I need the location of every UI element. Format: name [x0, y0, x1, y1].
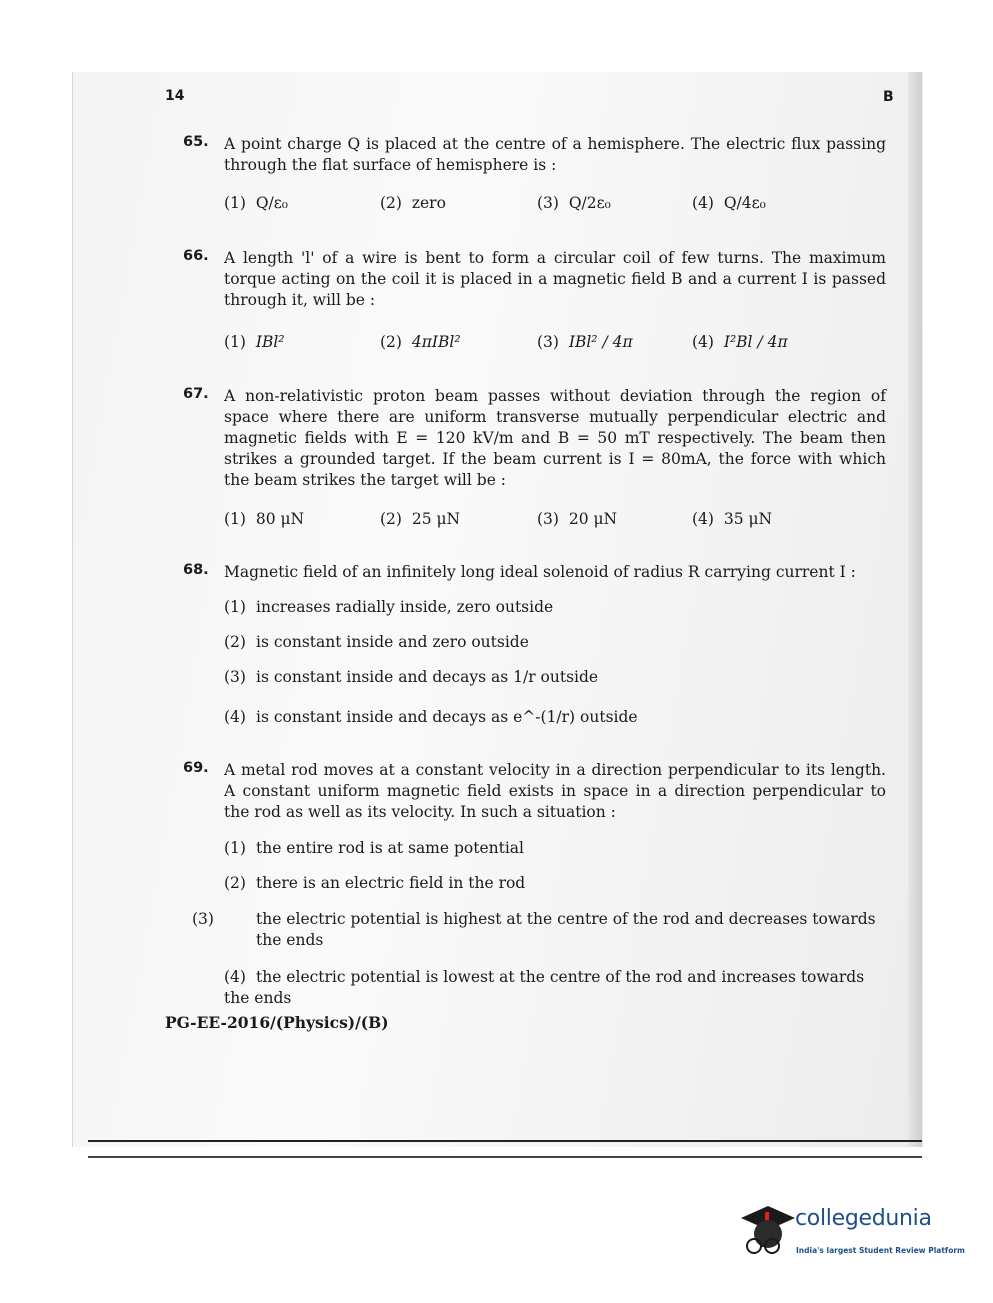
option-2: (2) zero — [380, 194, 446, 212]
option-1: (1) 80 μN — [224, 510, 305, 528]
option-3: (3) Q/2ε₀ — [537, 194, 611, 212]
option-4: (4) 35 μN — [692, 510, 773, 528]
option-1: (1) the entire rod is at same potential — [224, 839, 525, 857]
option-1: (1) IBl² — [224, 333, 285, 351]
option-3: (3) IBl² / 4π — [537, 333, 633, 351]
question-number: 69. — [183, 760, 209, 776]
set-code: B — [883, 89, 894, 105]
option-4: (4) I²Bl / 4π — [692, 333, 788, 351]
option-3: (3) is constant inside and decays as 1/r outside — [224, 668, 599, 686]
question-text: A metal rod moves at a constant velocity in a direction perpendicular to its length. A constant uniform magnetic field exists in space in a direction perpendicular to the rod as well as its velocity. In such a situation : — [224, 761, 886, 821]
option-2: (2) is constant inside and zero outside — [224, 633, 529, 651]
divider — [88, 1140, 922, 1142]
question-number: 66. — [183, 248, 209, 264]
option-1: (1) Q/ε₀ — [224, 194, 289, 212]
paper-code: PG-EE-2016/(Physics)/(B) — [165, 1013, 389, 1032]
question-text: A non-relativistic proton beam passes without deviation through the region of space where there are uniform transverse mutually perpendicular electric and magnetic fields with E = 120 kV/m and B = 50 mT respectively. The beam then strikes a grounded target. If the beam current is I = 80mA, the force with which the beam strikes the target will be : — [224, 387, 886, 489]
option-2: (2) there is an electric field in the rod — [224, 874, 526, 892]
option-2: (2) 4πIBl² — [380, 333, 461, 351]
option-4: (4) the electric potential is lowest at the centre of the rod and increases towards the ends — [224, 968, 865, 1007]
question-text: Magnetic field of an infinitely long ideal solenoid of radius R carrying current I : — [224, 563, 856, 581]
option-1: (1) increases radially inside, zero outside — [224, 598, 554, 616]
brand-tagline: India's largest Student Review Platform — [796, 1246, 965, 1255]
question-text: A point charge Q is placed at the centre of a hemisphere. The electric flux passing through the flat surface of hemisphere is : — [224, 135, 886, 174]
question-number: 68. — [183, 562, 209, 578]
page-edge-shadow — [908, 72, 922, 1147]
divider — [88, 1156, 922, 1158]
option-2: (2) 25 μN — [380, 510, 461, 528]
question-number: 65. — [183, 134, 209, 150]
question-number: 67. — [183, 386, 209, 402]
question-text: A length 'l' of a wire is bent to form a circular coil of few turns. The maximum torque acting on the coil it is placed in a magnetic field B and a current I is passed through it, will be : — [224, 249, 886, 309]
option-4: (4) Q/4ε₀ — [692, 194, 766, 212]
option-3: (3) 20 μN — [537, 510, 618, 528]
brand-name: collegedunia — [795, 1206, 932, 1231]
option-4: (4) is constant inside and decays as e^-(1/r) outside — [224, 708, 638, 726]
page-number: 14 — [165, 88, 185, 104]
option-3: (3) the electric potential is highest at the centre of the rod and decreases towards the ends — [192, 910, 876, 949]
